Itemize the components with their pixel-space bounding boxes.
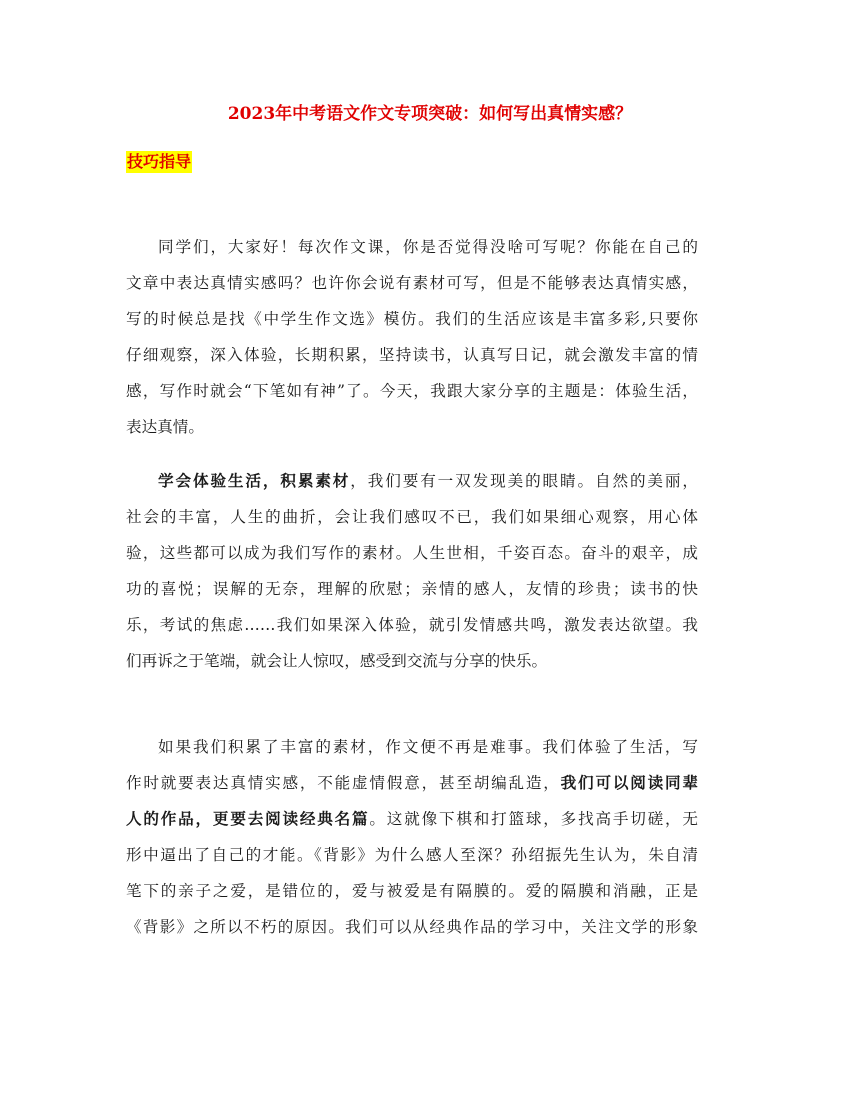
paragraph-line: 感，写作时就会“下笔如有神”了。今天，我跟大家分享的主题是：体验生活，: [126, 382, 698, 400]
paragraph-line: [126, 765, 698, 801]
paragraph-line: 功的喜悦；误解的无奈，理解的欣慰；亲情的感人，友情的珍贵；读书的快: [126, 580, 698, 598]
paragraph-line: [126, 463, 698, 499]
paragraph-line: 如果我们积累了丰富的素材，作文便不再是难事。我们体验了生活，写: [158, 738, 698, 756]
paragraph-reading-classics: [126, 729, 698, 945]
paragraph-line: 形中逼出了自己的才能。《背影》为什么感人至深？孙绍振先生认为，朱自清: [126, 846, 698, 864]
text-run: ，我们要有一双发现美的眼睛。自然的美丽，: [350, 472, 698, 490]
paragraph-line: 社会的丰富，人生的曲折，会让我们感叹不已，我们如果细心观察，用心体: [126, 508, 698, 526]
paragraph-line: 笔下的亲子之爱，是错位的，爱与被爱是有隔膜的。爱的隔膜和消融，正是: [126, 882, 698, 900]
paragraph-line: 验，这些都可以成为我们写作的素材。人生世相，千姿百态。奋斗的艰辛，成: [126, 544, 698, 562]
text-run: 。这就像下棋和打篮球，多找高手切磋，无: [369, 810, 698, 828]
bold-phrase: 我们可以阅读同辈: [560, 773, 698, 792]
paragraph-line: 乐，考试的焦虑……我们如果深入体验，就引发情感共鸣，激发表达欲望。我: [126, 616, 698, 634]
paragraph-line: 同学们，大家好！每次作文课，你是否觉得没啥可写呢？你能在自己的: [158, 238, 698, 256]
paragraph-experience-life: [126, 463, 698, 679]
paragraph-line: 《背影》之所以不朽的原因。我们可以从经典作品的学习中，关注文学的形象: [126, 918, 698, 936]
text-run: 作时就要表达真情实感，不能虚情假意，甚至胡编乱造，: [126, 774, 561, 792]
paragraph-line: 仔细观察，深入体验，长期积累，坚持读书，认真写日记，就会激发丰富的情: [126, 346, 698, 364]
bold-phrase: 学会体验生活，积累素材: [158, 471, 351, 490]
paragraph-line: 写的时候总是找《中学生作文选》模仿。我们的生活应该是丰富多彩,只要你: [126, 310, 698, 328]
paragraph-intro: [126, 229, 698, 445]
section-heading-highlighted: 技巧指导: [127, 152, 192, 171]
paragraph-line: 们再诉之于笔端，就会让人惊叹，感受到交流与分享的快乐。: [126, 652, 548, 670]
bold-phrase: 人的作品，更要去阅读经典名篇: [126, 809, 370, 828]
paragraph-line: [126, 801, 698, 837]
document-title: 2023年中考语文作文专项突破：如何写出真情实感？: [227, 104, 633, 124]
paragraph-line: 表达真情。: [126, 418, 204, 436]
paragraph-line: 文章中表达真情实感吗？也许你会说有素材可写，但是不能够表达真情实感，: [126, 274, 698, 292]
